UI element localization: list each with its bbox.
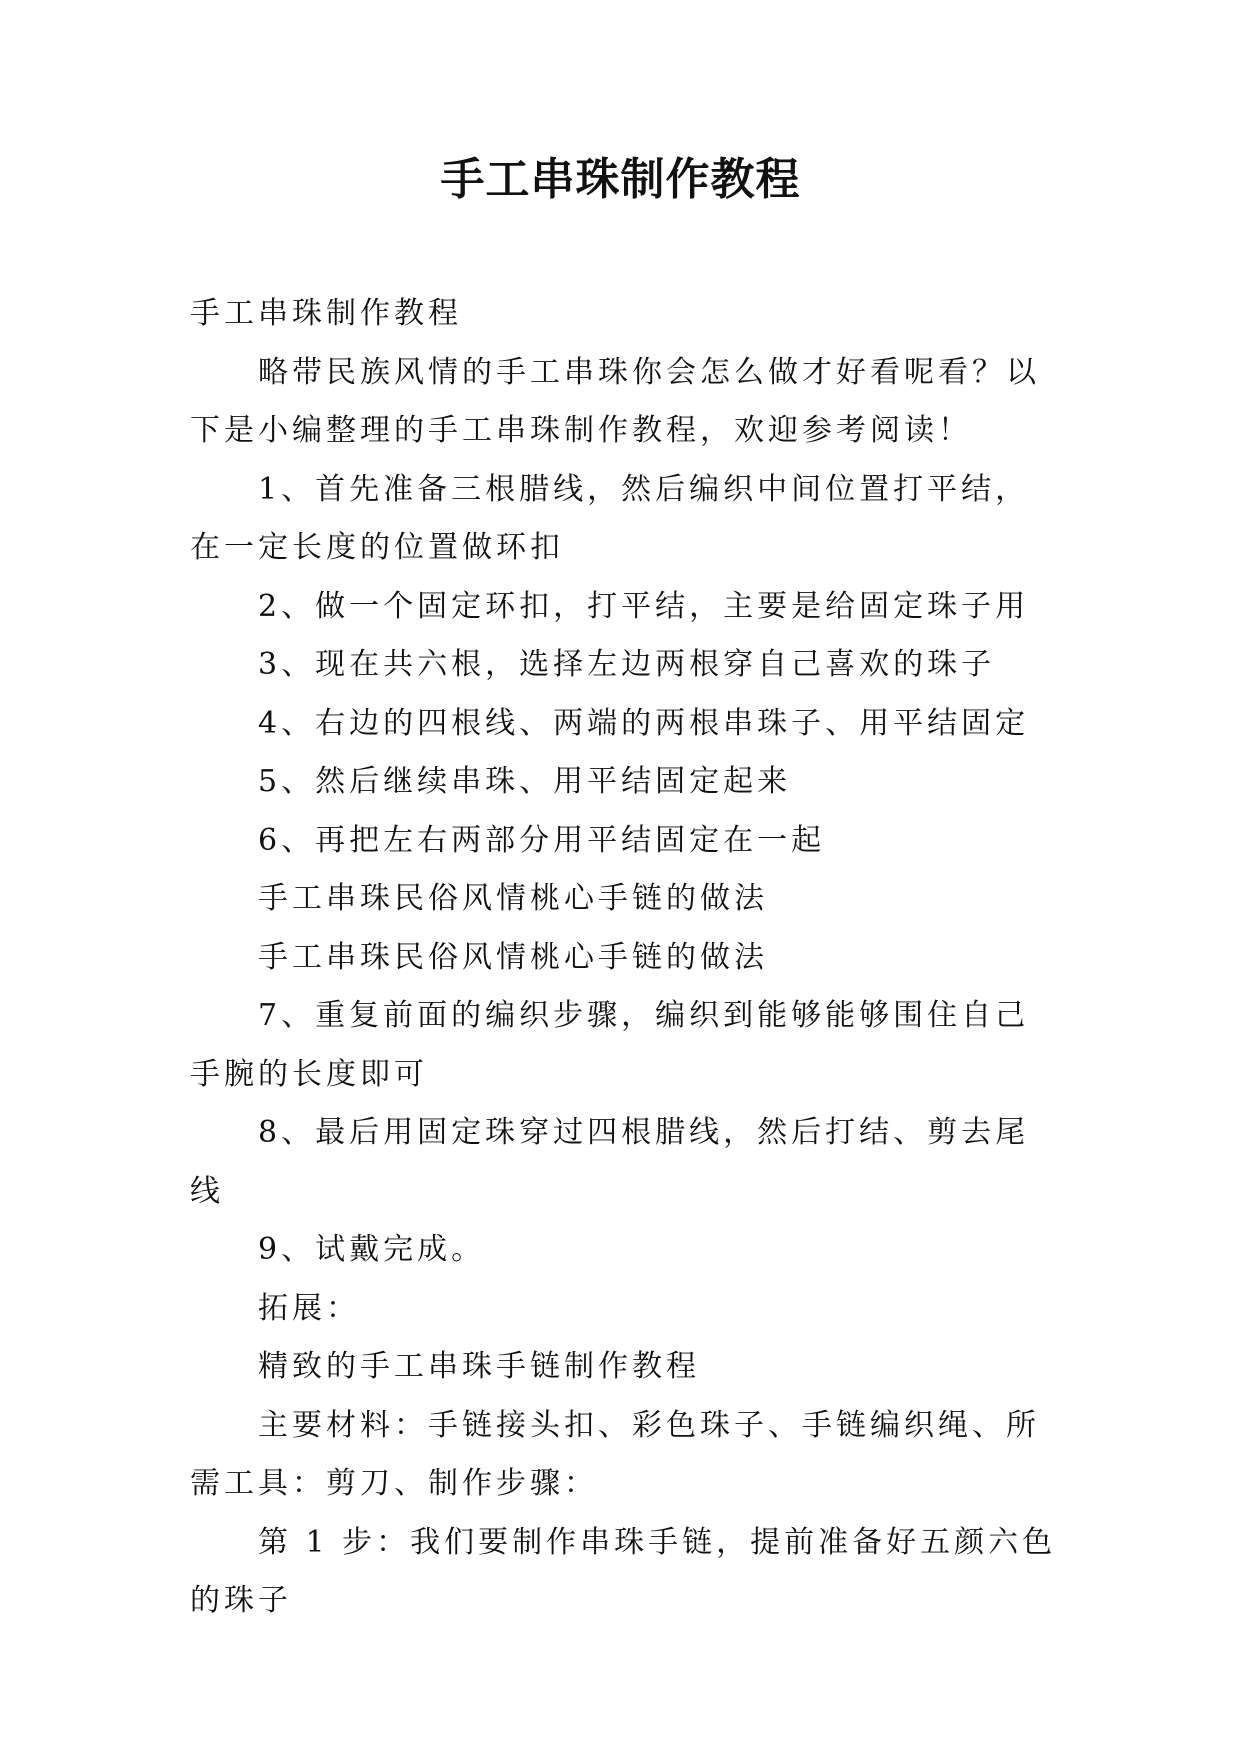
paragraph-step-1: 1、首先准备三根腊线，然后编织中间位置打平结，在一定长度的位置做环扣 [190, 471, 1030, 565]
paragraph-step-3: 3、现在共六根，选择左边两根穿自己喜欢的珠子 [258, 647, 996, 682]
paragraph-step-8: 8、最后用固定珠穿过四根腊线，然后打结、剪去尾线 [190, 1115, 1030, 1209]
paragraph-intro: 略带民族风情的手工串珠你会怎么做才好看呢看？以下是小编整理的手工串珠制作教程，欢迎参考阅读！ [190, 354, 1040, 448]
paragraph-step-2: 2、做一个固定环扣，打平结，主要是给固定珠子用 [258, 588, 1030, 624]
paragraph-extension-title: 精致的手工串珠手链制作教程 [258, 1349, 700, 1384]
paragraph-materials: 主要材料：手链接头扣、彩色珠子、手链编织绳、所需工具：剪刀、制作步骤： [190, 1407, 1040, 1501]
paragraph-step-6: 6、再把左右两部分用平结固定在一起 [258, 822, 826, 858]
paragraph-subheading-1: 手工串珠民俗风情桃心手链的做法 [258, 881, 768, 916]
paragraph-step-4: 4、右边的四根线、两端的两根串珠子、用平结固定 [258, 705, 1030, 741]
paragraph-heading: 手工串珠制作教程 [190, 296, 462, 331]
paragraph-step-9: 9、试戴完成。 [258, 1232, 486, 1267]
document-body [190, 285, 1058, 1631]
paragraph-subheading-2: 手工串珠民俗风情桃心手链的做法 [258, 939, 768, 975]
document-title: 手工串珠制作教程 [440, 154, 801, 205]
paragraph-extension-label: 拓展： [258, 1290, 360, 1326]
paragraph-step-5: 5、然后继续串珠、用平结固定起来 [258, 764, 792, 799]
paragraph-step-7: 7、重复前面的编织步骤，编织到能够能够围住自己手腕的长度即可 [190, 998, 1030, 1092]
paragraph-extension-step-1: 第 1 步：我们要制作串珠手链，提前准备好五颜六色的珠子 [190, 1524, 1057, 1618]
